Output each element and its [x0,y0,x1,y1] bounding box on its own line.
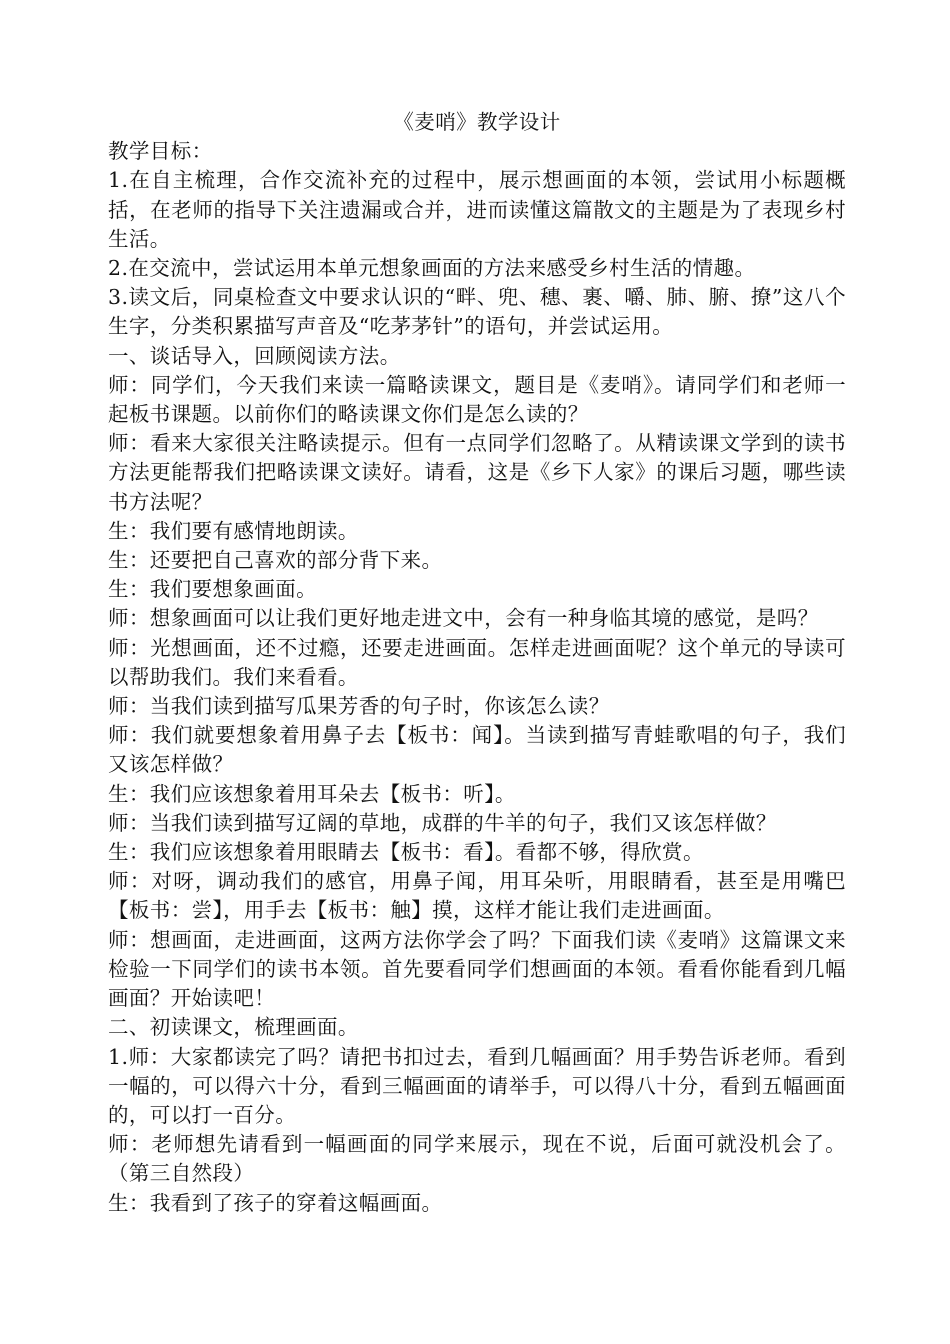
dialogue-line: 师：当我们读到描写瓜果芳香的句子时，你该怎么读？ [108,694,610,719]
dialogue-line: 生：还要把自己喜欢的部分背下来。 [108,548,443,573]
dialogue-line: 师：老师想先请看到一幅画面的同学来展示，现在不说，后面可就没机会了。（第三自然段） [108,1132,846,1186]
document-page [108,108,846,1218]
dialogue-line: 生：我们要想象画面。 [108,577,317,602]
section-heading-1: 一、谈话导入，回顾阅读方法。 [108,343,401,368]
dialogue-line: 师：对呀，调动我们的感官，用鼻子闻，用耳朵听，用眼睛看，甚至是用嘴巴【板书：尝】，用手去【板书：触】摸，这样才能让我们走进画面。 [108,869,846,923]
dialogue-line: 师：想象画面可以让我们更好地走进文中，会有一种身临其境的感觉，是吗？ [108,606,819,631]
dialogue-line: 师：当我们读到描写辽阔的草地，成群的牛羊的句子，我们又该怎样做？ [108,810,777,835]
paragraph-objectives-heading: 教学目标： [108,139,213,164]
dialogue-line: 师：想画面，走进画面，这两方法你学会了吗？下面我们读《麦哨》这篇课文来检验一下同学们的读书本领。首先要看同学们想画面的本领。看看你能看到几幅画面？开始读吧！ [108,927,846,1011]
paragraph-objective-2: 2.在交流中，尝试运用本单元想象画面的方法来感受乡村生活的情趣。 [108,256,756,281]
dialogue-line: 生：我们应该想象着用眼睛去【板书：看】。看都不够，得欣赏。 [108,840,704,865]
dialogue-line: 师：同学们，今天我们来读一篇略读课文，题目是《麦哨》。请同学们和老师一起板书课题。以前你们的略读课文你们是怎么读的？ [108,372,846,427]
dialogue-line: 生：我们要有感情地朗读。 [108,518,359,543]
dialogue-line: 生：我们应该想象着用耳朵去【板书：听】。 [108,781,516,806]
dialogue-line: 生：我看到了孩子的穿着这幅画面。 [108,1190,443,1215]
paragraph-objective-3: 3.读文后，同桌检查文中要求认识的“畔、兜、穗、裹、嚼、肺、腑、撩”这八个生字，分类积累描写声音及“吃茅茅针”的语句，并尝试运用。 [108,285,846,339]
dialogue-line: 师：光想画面，还不过瘾，还要走进画面。怎样走进画面呢？这个单元的导读可以帮助我们。我们来看看。 [108,635,846,689]
dialogue-line: 1.师：大家都读完了吗？请把书扣过去，看到几幅画面？用手势告诉老师。看到一幅的，可以得六十分，看到三幅画面的请举手，可以得八十分，看到五幅画面的，可以打一百分。 [108,1044,846,1127]
paragraph-objective-1: 1.在自主梳理，合作交流补充的过程中，展示想画面的本领，尝试用小标题概括，在老师的指导下关注遗漏或合并，进而读懂这篇散文的主题是为了表现乡村生活。 [108,168,846,251]
document-title: 《麦哨》教学设计 [393,110,561,134]
section-heading-2: 二、初读课文，梳理画面。 [108,1015,359,1040]
dialogue-line: 师：看来大家很关注略读提示。但有一点同学们忽略了。从精读课文学到的读书方法更能帮我们把略读课文读好。请看，这是《乡下人家》的课后习题，哪些读书方法呢？ [108,431,846,514]
dialogue-line: 师：我们就要想象着用鼻子去【板书：闻】。当读到描写青蛙歌唱的句子，我们又该怎样做？ [108,723,846,777]
